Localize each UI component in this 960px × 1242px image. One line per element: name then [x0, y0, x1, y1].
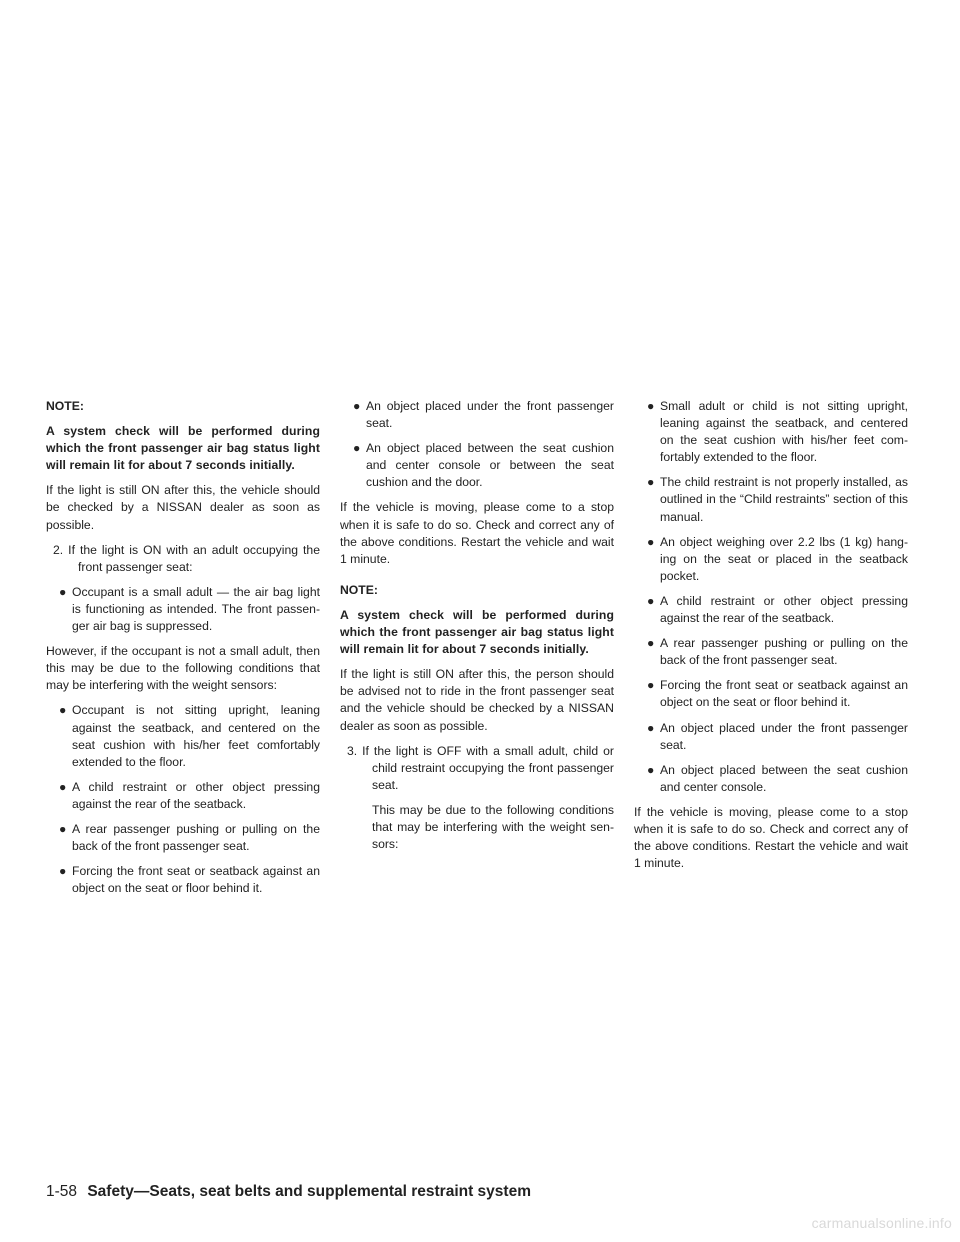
- list-item: ● A child restraint or other object pressing against the rear of the seatback.: [647, 593, 908, 626]
- bullet-icon: ●: [647, 534, 655, 549]
- numbered-item-2: 2. If the light is ON with an adult occupying the front passenger seat:: [53, 542, 320, 574]
- bullet-icon: ●: [59, 821, 67, 836]
- watermark: carmanualsonline.info: [811, 1215, 952, 1231]
- bullet-icon: ●: [647, 762, 655, 777]
- list-item: ● An object placed between the seat cushion and center console or between the seat cushion and the door.: [353, 441, 614, 490]
- note-label: NOTE:: [340, 582, 378, 597]
- page-footer: [46, 1183, 531, 1201]
- bullet-icon: ●: [59, 703, 67, 718]
- list-item: ● Forcing the front seat or seatback against an object on the seat or floor behind it.: [647, 678, 908, 710]
- bullet-icon: ●: [647, 399, 655, 413]
- list-item: ● An object placed between the seat cushion and center console.: [647, 762, 908, 794]
- list-item: ● The child restraint is not properly installed, as outlined in the “Child restraints” section of this manual.: [647, 475, 908, 524]
- list-item: ● Forcing the front seat or seatback against an object on the seat or floor behind it.: [59, 864, 320, 896]
- paragraph: However, if the occupant is not a small adult, then this may be due to the following conditions that may be interfering with the weight sensors:: [46, 644, 320, 693]
- bullet-icon: ●: [353, 441, 361, 456]
- bullet-icon: ●: [647, 475, 655, 490]
- numbered-item-3: 3. If the light is OFF with a small adult, child or child restraint occupying the front passenger seat.: [347, 743, 614, 792]
- column-1: [46, 398, 320, 905]
- list-item: ● A rear passenger pushing or pulling on the back of the front passenger seat.: [59, 821, 320, 854]
- column-3: [634, 398, 908, 880]
- section-title: Safety—Seats, seat belts and supplemental restraint system: [87, 1183, 531, 1200]
- paragraph: If the light is still ON after this, the person should be advised not to ride in the front passenger seat and the vehicle should be checked by a NISSAN dealer as soon as possible.: [340, 667, 614, 733]
- bullet-icon: ●: [59, 779, 67, 794]
- system-check-note: A system check will be performed during which the front passenger air bag status light will remain lit for about 7 seconds initially.: [340, 607, 614, 657]
- note-label: NOTE:: [46, 399, 84, 413]
- bullet-icon: ●: [647, 636, 655, 651]
- bullet-icon: ●: [59, 864, 67, 879]
- list-item: ● A child restraint or other object pressing against the rear of the seatback.: [59, 779, 320, 811]
- paragraph: If the vehicle is moving, please come to a stop when it is safe to do so. Check and correct any of the above conditions. Restart the vehicle and wait 1 minute.: [634, 804, 908, 871]
- list-item: ● Occupant is a small adult — the air bag light is functioning as intended. The front passenger air bag is suppressed.: [59, 584, 320, 634]
- list-item: ● An object placed under the front passenger seat.: [647, 720, 908, 752]
- list-item: ● An object placed under the front passenger seat.: [353, 399, 614, 431]
- bullet-icon: ●: [647, 593, 655, 608]
- paragraph: If the vehicle is moving, please come to a stop when it is safe to do so. Check and correct any of the above conditions. Restart the vehicle and wait 1 minute.: [340, 500, 614, 566]
- bullet-icon: ●: [59, 584, 67, 599]
- list-item: ● Small adult or child is not sitting upright, leaning against the seatback, and centered on the seat cushion with his/her feet comfortably extended to the floor.: [647, 399, 908, 465]
- system-check-note: A system check will be performed during which the front passenger air bag status light will remain lit for about 7 seconds initially.: [46, 424, 320, 473]
- list-item: ● A rear passenger pushing or pulling on the back of the front passenger seat.: [647, 636, 908, 668]
- bullet-icon: ●: [647, 678, 655, 693]
- bullet-icon: ●: [353, 399, 361, 413]
- numbered-item-3-detail: This may be due to the following conditions that may be interfering with the weight sensors:: [372, 802, 614, 852]
- column-2: [340, 398, 614, 861]
- list-item: ● An object weighing over 2.2 lbs (1 kg) hanging on the seat or placed in the seatback pocket.: [647, 534, 908, 583]
- bullet-icon: ●: [647, 720, 655, 735]
- list-item: ● Occupant is not sitting upright, leaning against the seatback, and centered on the seat cushion with his/her feet comfortably extended to the floor.: [59, 703, 320, 769]
- page-number: 1-58: [46, 1183, 78, 1200]
- paragraph: If the light is still ON after this, the vehicle should be checked by a NISSAN dealer as soon as possible.: [46, 483, 320, 532]
